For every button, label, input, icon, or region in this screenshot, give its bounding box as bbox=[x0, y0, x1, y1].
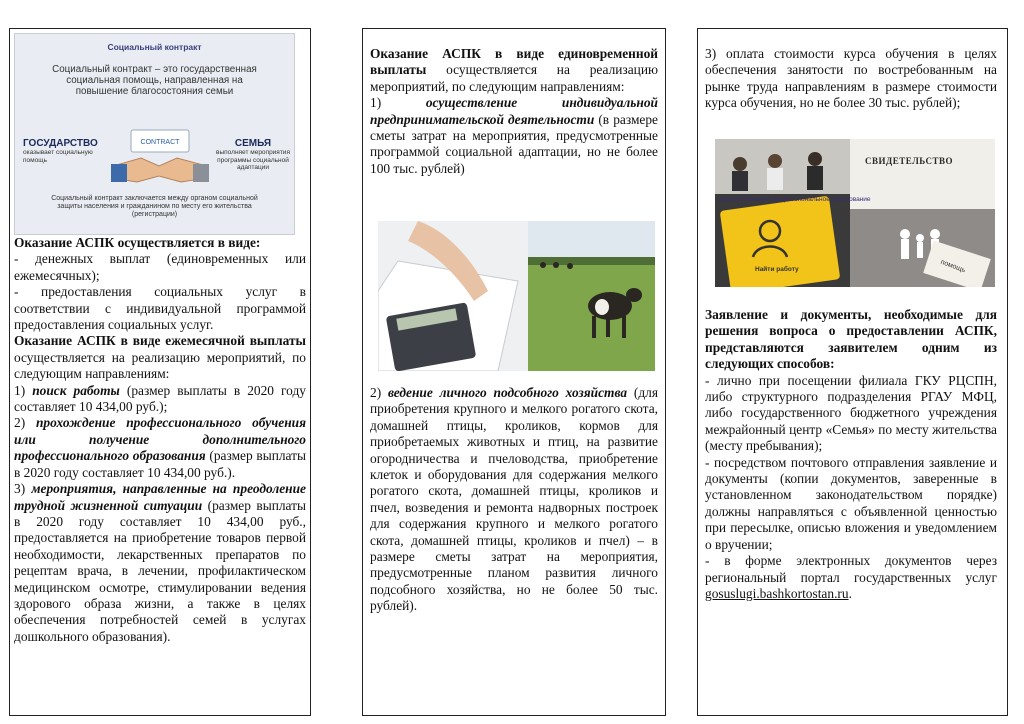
herd-cow-shape bbox=[540, 262, 546, 268]
direction-farming: 2) ведение личного подсобного хозяйства (для приобретения крупного и мелкого рогатого скота, домашней птицы, кроликов, кормов для приобретаемых животных и птиц, на развитие огородничества и пчеловодства, приобретение клеток и оборудования для содержания мелкого рогатого скота, домашней птицы, кроликов и пчел, возведения и ремонта надворных построек для содержания крупного и мелкого рогатого скота, домашней птицы, кроликов и пчел) – в размере сметы затрат на мероприятия, предусмотренные планом развития личного подсобного хозяйства, но не более 50 тыс. рублей). bbox=[370, 385, 658, 614]
image-banner: Социальный контракт bbox=[107, 42, 202, 52]
image-family bbox=[213, 138, 293, 172]
direction-course-payment: 3) оплата стоимости курса обучения в целях обеспечения занятости по востребованным на рынке труда направлениям в размере стоимости курса обучения, но не более 30 тыс. рублей); bbox=[705, 46, 997, 111]
education-collage-photo bbox=[715, 139, 995, 287]
lump-sum-intro: Оказание АСПК в виде единовременной выплаты осуществляется на реализацию мероприятий, по следующим направлениям: bbox=[370, 46, 658, 94]
direction-job-search: 1) поиск работы (размер выплаты в 2020 году составляет 10 434,00 руб.); bbox=[14, 382, 306, 415]
sleeve-right-shape bbox=[193, 164, 209, 182]
item-money: - денежных выплат (единовременных или ежемесячных); bbox=[14, 251, 306, 283]
herd-cow-shape bbox=[553, 262, 559, 268]
person-shape bbox=[732, 171, 748, 191]
person-shape bbox=[767, 168, 783, 190]
find-job-key-label: Найти работу bbox=[755, 266, 799, 273]
certificate-title: СВИДЕТЕЛЬСТВО bbox=[865, 156, 954, 166]
help-label: помощь bbox=[939, 258, 967, 275]
person-shape bbox=[768, 154, 782, 168]
gosuslugi-link[interactable]: gosuslugi.bashkortostan.ru bbox=[705, 585, 849, 601]
panel3-top-text bbox=[705, 46, 997, 112]
person-shape bbox=[807, 166, 823, 190]
certificate-shape bbox=[850, 139, 995, 209]
monthly-intro: Оказание АСПК в виде ежемесячной выплаты осуществляется на реализацию мероприятий, по следующим направлениям: bbox=[14, 333, 306, 382]
panel2-bottom-text bbox=[370, 385, 658, 615]
image-state bbox=[23, 138, 103, 164]
person-shape bbox=[733, 157, 747, 171]
image-footer: Социальный контракт заключается между органом социальной защиты населения и гражданином по месту его жительства (регистрации) bbox=[51, 195, 258, 218]
image-family-text: выполняет мероприятия программы социальной адаптации bbox=[216, 149, 290, 171]
image-lead: Социальный контракт – это государственная социальная помощь, направленная на повышение благосостояния семьи bbox=[52, 64, 257, 97]
handshake-icon bbox=[111, 126, 209, 188]
image-state-text: оказывает социальную помощь bbox=[23, 149, 93, 164]
field-shape bbox=[508, 261, 655, 371]
farm-illustration bbox=[378, 221, 655, 371]
direction-training: 2) прохождение профессионального обучения или получение дополнительного профессионального образования (размер выплаты в 2020 году составляет 10 434,00 руб.). bbox=[14, 415, 306, 480]
panel3-bottom-text bbox=[705, 307, 997, 602]
direction-entrepreneurship: 1) осуществление индивидуальной предпринимательской деятельности (в размере сметы затрат на мероприятия, предусмотренные программой социальной адаптации, но не более 100 тыс. рублей) bbox=[370, 95, 659, 176]
panel1-heading: Оказание АСПК осуществляется в виде: bbox=[14, 235, 261, 250]
panel-left bbox=[9, 28, 311, 716]
submission-in-person: - лично при посещении филиала ГКУ РЦСПН, либо структурного подразделения РГАУ МФЦ, либо государственного бюджетного учреждения межрайонный центр «Семья» по месту жительства (месту пребывания); bbox=[705, 372, 997, 454]
hands-shape bbox=[113, 158, 207, 182]
image-family-title: СЕМЬЯ bbox=[234, 138, 272, 149]
submission-online: - в форме электронных документов через региональный портал государственных услуг gosuslugi.bashkortostan.ru. bbox=[705, 553, 997, 601]
item-services: - предоставления социальных услуг в соответствии с индивидуальной программой предоставления социальных услуг. bbox=[14, 284, 306, 333]
treeline-shape bbox=[508, 257, 655, 265]
yellow-key-shape bbox=[720, 196, 841, 287]
submission-by-post: - посредством почтового отправления заявление и документы (копии документов, заверенные в установленном законодательством порядке) должны направляться с объявленной ценностью при пересылке, описью вложения и уведомлением о вручении; bbox=[705, 454, 997, 552]
sleeve-left-shape bbox=[111, 164, 127, 182]
herd-cow-shape bbox=[567, 263, 573, 269]
contract-label: CONTRACT bbox=[140, 139, 180, 146]
social-contract-image bbox=[14, 33, 295, 235]
submission-heading: Заявление и документы, необходимые для решения вопроса о предоставлении АСПК, представляются заявителем одним из следующих способов: bbox=[705, 307, 997, 372]
farm-calculator-photo bbox=[378, 221, 655, 371]
panel-right bbox=[697, 28, 1008, 716]
image-state-title: ГОСУДАРСТВО bbox=[23, 138, 98, 149]
sky-shape bbox=[508, 221, 655, 261]
panel2-top-text bbox=[370, 46, 658, 177]
person-shape bbox=[808, 152, 822, 166]
panel1-text bbox=[14, 235, 306, 645]
education-caption: Дополнительное профессиональное образование bbox=[719, 196, 871, 203]
panel-middle bbox=[362, 28, 666, 716]
direction-hardship: 3) мероприятия, направленные на преодоление трудной жизненной ситуации (размер выплаты в 2020 году составляет 10 434,00 руб., предоставляется на приобретение товаров первой необходимости, лекарственных препаратов по рецептам врача, в лечении, профилактическом медицинском осмотре, стимулировании ведения здорового образа жизни, а также в целях обеспечения потребностей семей в услугах дошкольного образования). bbox=[14, 481, 306, 644]
